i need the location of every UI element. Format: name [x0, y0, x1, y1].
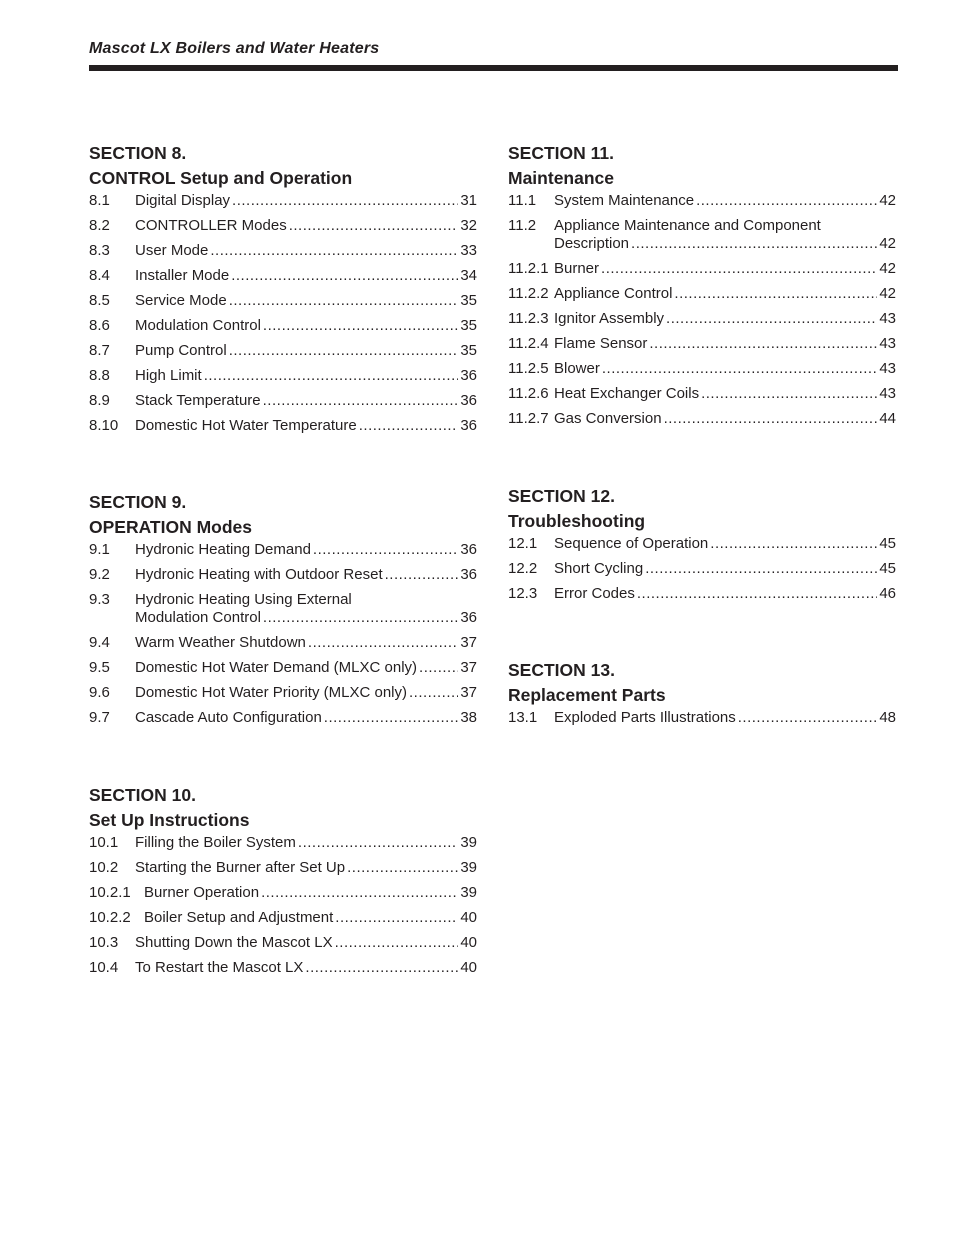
toc-entry-title: Warm Weather Shutdown	[135, 634, 306, 651]
toc-entry	[89, 541, 477, 559]
toc-entry	[89, 292, 477, 310]
toc-entry-number: 8.10	[89, 417, 119, 434]
toc-entry-number: 8.1	[89, 192, 110, 209]
dot-leader	[261, 884, 458, 902]
section-label: SECTION 8.	[89, 143, 187, 163]
section-title: Maintenance	[508, 168, 614, 188]
toc-entry-number: 12.2	[508, 560, 538, 577]
toc-entry-page: 35	[460, 342, 477, 359]
toc-entry-title: User Mode	[135, 242, 209, 259]
dot-leader	[231, 267, 458, 285]
toc-list	[89, 192, 477, 435]
toc-entry-number: 11.2.7	[508, 410, 549, 427]
toc-entry-page: 46	[879, 585, 896, 602]
toc-entry	[508, 260, 896, 278]
dot-leader	[601, 260, 877, 278]
section-label: SECTION 9.	[89, 492, 187, 512]
toc-entry-number: 9.5	[89, 659, 110, 676]
dot-leader	[335, 934, 459, 952]
toc-entry-title: Hydronic Heating with Outdoor Reset	[135, 566, 383, 583]
toc-entry	[89, 859, 477, 877]
toc-entry	[508, 410, 896, 428]
toc-entry	[89, 959, 477, 977]
toc-entry-number: 10.2.2	[89, 909, 131, 926]
toc-entry-title: Service Mode	[135, 292, 227, 309]
dot-leader	[229, 292, 459, 310]
toc-entry	[89, 392, 477, 410]
toc-entry-title: Domestic Hot Water Priority (MLXC only)	[135, 684, 407, 701]
section-12	[508, 484, 896, 610]
toc-entry-page: 42	[879, 260, 896, 277]
toc-entry-title: Appliance Maintenance and Component	[554, 217, 821, 234]
toc-entry-title: Ignitor Assembly	[554, 310, 665, 327]
dot-leader	[664, 410, 878, 428]
toc-entry	[89, 317, 477, 335]
dot-leader	[631, 235, 877, 253]
section-title: Replacement Parts	[508, 685, 666, 705]
dot-leader	[229, 342, 459, 360]
dot-leader	[645, 560, 877, 578]
toc-entry	[508, 560, 896, 578]
toc-left-column	[89, 0, 477, 1235]
section-title: Troubleshooting	[508, 511, 646, 531]
toc-entry-title: Digital Display	[135, 192, 231, 209]
toc-entry-page: 38	[460, 709, 477, 726]
dot-leader	[602, 360, 877, 378]
dot-leader	[738, 709, 878, 727]
toc-entry-number: 11.2.3	[508, 310, 549, 327]
toc-entry	[89, 267, 477, 285]
toc-list	[89, 834, 477, 977]
dot-leader	[409, 684, 458, 702]
dot-leader	[204, 367, 459, 385]
toc-entry-page: 37	[460, 659, 477, 676]
toc-entry-page: 36	[460, 367, 477, 384]
toc-entry-page: 45	[879, 560, 896, 577]
toc-entry-page: 40	[460, 934, 477, 951]
toc-entry	[89, 934, 477, 952]
section-11	[508, 141, 896, 435]
toc-entry-page: 39	[460, 834, 477, 851]
toc-entry	[508, 217, 896, 253]
section-label: SECTION 10.	[89, 785, 196, 805]
dot-leader	[419, 659, 458, 677]
dot-leader	[263, 392, 459, 410]
toc-entry-number: 8.9	[89, 392, 110, 409]
toc-entry-page: 37	[460, 684, 477, 701]
toc-entry-page: 40	[460, 909, 477, 926]
toc-entry-number: 11.2.5	[508, 360, 549, 377]
toc-entry-title: Blower	[554, 360, 600, 377]
toc-entry-number: 8.3	[89, 242, 110, 259]
toc-entry-title: Gas Conversion	[554, 410, 662, 427]
toc-entry-number: 12.1	[508, 535, 538, 552]
toc-entry	[508, 535, 896, 553]
dot-leader	[335, 909, 458, 927]
toc-entry-title: Flame Sensor	[554, 335, 648, 352]
toc-entry-page: 45	[879, 535, 896, 552]
toc-entry-page: 40	[460, 959, 477, 976]
toc-entry-title: Heat Exchanger Coils	[554, 385, 700, 402]
toc-entry-page: 48	[879, 709, 896, 726]
dot-leader	[674, 285, 877, 303]
dot-leader	[359, 417, 459, 435]
dot-leader	[263, 317, 458, 335]
toc-entry-title: Burner	[554, 260, 600, 277]
dot-leader	[289, 217, 459, 235]
toc-entry-page: 36	[460, 392, 477, 409]
toc-entry-page: 43	[879, 335, 896, 352]
dot-leader	[347, 859, 458, 877]
toc-entry	[89, 591, 477, 627]
dot-leader	[305, 959, 458, 977]
dot-leader	[649, 335, 877, 353]
toc-entry-title-continued: Description	[554, 235, 630, 252]
toc-entry-title: System Maintenance	[554, 192, 695, 209]
dot-leader	[324, 709, 459, 727]
toc-entry-title: Boiler Setup and Adjustment	[144, 909, 334, 926]
toc-entry-page: 35	[460, 317, 477, 334]
toc-entry-title: Starting the Burner after Set Up	[135, 859, 346, 876]
toc-entry-page: 35	[460, 292, 477, 309]
toc-entry-title: Domestic Hot Water Temperature	[135, 417, 357, 434]
toc-entry-page: 36	[460, 417, 477, 434]
toc-entry-number: 9.7	[89, 709, 110, 726]
toc-entry-page: 42	[879, 192, 896, 209]
toc-entry	[89, 634, 477, 652]
toc-entry-number: 9.2	[89, 566, 110, 583]
toc-entry-number: 11.1	[508, 192, 537, 209]
toc-entry	[89, 417, 477, 435]
toc-entry-title: Shutting Down the Mascot LX	[135, 934, 333, 951]
toc-entry	[89, 192, 477, 210]
section-label: SECTION 12.	[508, 486, 615, 506]
toc-entry-title: Short Cycling	[554, 560, 644, 577]
toc-entry-page: 43	[879, 310, 896, 327]
toc-entry-title: Exploded Parts Illustrations	[554, 709, 736, 726]
toc-entry-title: Filling the Boiler System	[135, 834, 296, 851]
toc-entry-page: 36	[460, 609, 477, 626]
toc-entry-title: Hydronic Heating Using External	[135, 591, 352, 608]
dot-leader	[210, 242, 458, 260]
toc-entry-number: 12.3	[508, 585, 538, 602]
dot-leader	[385, 566, 459, 584]
toc-entry	[508, 335, 896, 353]
toc-entry-title: Modulation Control	[135, 317, 261, 334]
toc-entry-number: 10.2.1	[89, 884, 131, 901]
toc-entry-number: 8.2	[89, 217, 110, 234]
section-title: Set Up Instructions	[89, 810, 250, 830]
toc-entry-number: 13.1	[508, 709, 538, 726]
toc-entry	[89, 709, 477, 727]
toc-entry-number: 11.2.6	[508, 385, 549, 402]
toc-entry-number: 8.5	[89, 292, 110, 309]
toc-entry	[89, 342, 477, 360]
toc-entry	[89, 367, 477, 385]
toc-entry-title: Cascade Auto Configuration	[135, 709, 322, 726]
toc-entry-number: 11.2.4	[508, 335, 549, 352]
toc-entry-number: 10.1	[89, 834, 119, 851]
section-title: OPERATION Modes	[89, 517, 253, 537]
dot-leader	[308, 634, 458, 652]
dot-leader	[232, 192, 458, 210]
toc-entry-number: 8.8	[89, 367, 110, 384]
toc-entry	[89, 684, 477, 702]
dot-leader	[701, 385, 877, 403]
toc-entry-title: To Restart the Mascot LX	[135, 959, 304, 976]
toc-entry-page: 42	[879, 285, 896, 302]
toc-entry	[89, 884, 477, 902]
toc-entry-number: 10.3	[89, 934, 119, 951]
toc-entry-number: 9.3	[89, 591, 110, 608]
toc-entry-page: 36	[460, 566, 477, 583]
section-label: SECTION 13.	[508, 660, 615, 680]
section-10	[89, 783, 477, 984]
toc-entry-number: 11.2.2	[508, 285, 549, 302]
toc-entry	[508, 360, 896, 378]
toc-entry-title-continued: Modulation Control	[135, 609, 261, 626]
toc-entry-page: 33	[460, 242, 477, 259]
section-13	[508, 658, 896, 734]
section-title: CONTROL Setup and Operation	[89, 168, 353, 188]
toc-entry	[89, 217, 477, 235]
toc-entry	[89, 242, 477, 260]
toc-entry-title: High Limit	[135, 367, 202, 384]
toc-entry-page: 34	[460, 267, 477, 284]
toc-entry	[508, 310, 896, 328]
toc-entry-number: 9.1	[89, 541, 110, 558]
toc-entry-number: 11.2	[508, 217, 537, 234]
toc-entry	[508, 192, 896, 210]
toc-entry-title: Installer Mode	[135, 267, 230, 284]
toc-entry-number: 11.2.1	[508, 260, 549, 277]
dot-leader	[263, 609, 458, 627]
toc-entry	[89, 834, 477, 852]
dot-leader	[298, 834, 458, 852]
toc-entry-title: Error Codes	[554, 585, 635, 602]
toc-list	[89, 541, 477, 727]
toc-entry-number: 10.4	[89, 959, 119, 976]
toc-entry-number: 8.6	[89, 317, 110, 334]
toc-entry	[508, 385, 896, 403]
toc-entry	[508, 285, 896, 303]
section-8	[89, 141, 477, 442]
toc-entry-title: CONTROLLER Modes	[135, 217, 287, 234]
toc-entry-title: Burner Operation	[144, 884, 260, 901]
toc-entry	[89, 659, 477, 677]
toc-entry-page: 44	[879, 410, 896, 427]
toc-entry-title: Domestic Hot Water Demand (MLXC only)	[135, 659, 418, 676]
toc-list	[508, 709, 896, 727]
dot-leader	[696, 192, 877, 210]
toc-entry-title: Sequence of Operation	[554, 535, 709, 552]
toc-entry-number: 9.6	[89, 684, 110, 701]
dot-leader	[666, 310, 877, 328]
toc-entry-title: Pump Control	[135, 342, 227, 359]
running-header: Mascot LX Boilers and Water Heaters	[89, 40, 380, 57]
toc-entry-number: 10.2	[89, 859, 119, 876]
toc-entry-page: 39	[460, 884, 477, 901]
toc-entry-title: Stack Temperature	[135, 392, 261, 409]
toc-right-column	[508, 0, 896, 1235]
toc-entry	[89, 566, 477, 584]
section-label: SECTION 11.	[508, 143, 615, 163]
toc-entry-page: 36	[460, 541, 477, 558]
toc-entry-title: Appliance Control	[554, 285, 673, 302]
toc-entry-page: 37	[460, 634, 477, 651]
toc-entry-page: 39	[460, 859, 477, 876]
toc-entry-page: 43	[879, 360, 896, 377]
toc-entry	[508, 585, 896, 603]
toc-entry-number: 8.7	[89, 342, 110, 359]
toc-list	[508, 192, 896, 428]
toc-entry-page: 42	[879, 235, 896, 252]
toc-list	[508, 535, 896, 603]
section-9	[89, 490, 477, 734]
dot-leader	[313, 541, 458, 559]
toc-entry-page: 32	[460, 217, 477, 234]
toc-entry	[508, 709, 896, 727]
toc-entry-title: Hydronic Heating Demand	[135, 541, 311, 558]
toc-entry-number: 8.4	[89, 267, 110, 284]
toc-entry-page: 43	[879, 385, 896, 402]
dot-leader	[710, 535, 877, 553]
toc-entry-number: 9.4	[89, 634, 110, 651]
toc-entry	[89, 909, 477, 927]
dot-leader	[637, 585, 877, 603]
toc-entry-page: 31	[460, 192, 477, 209]
